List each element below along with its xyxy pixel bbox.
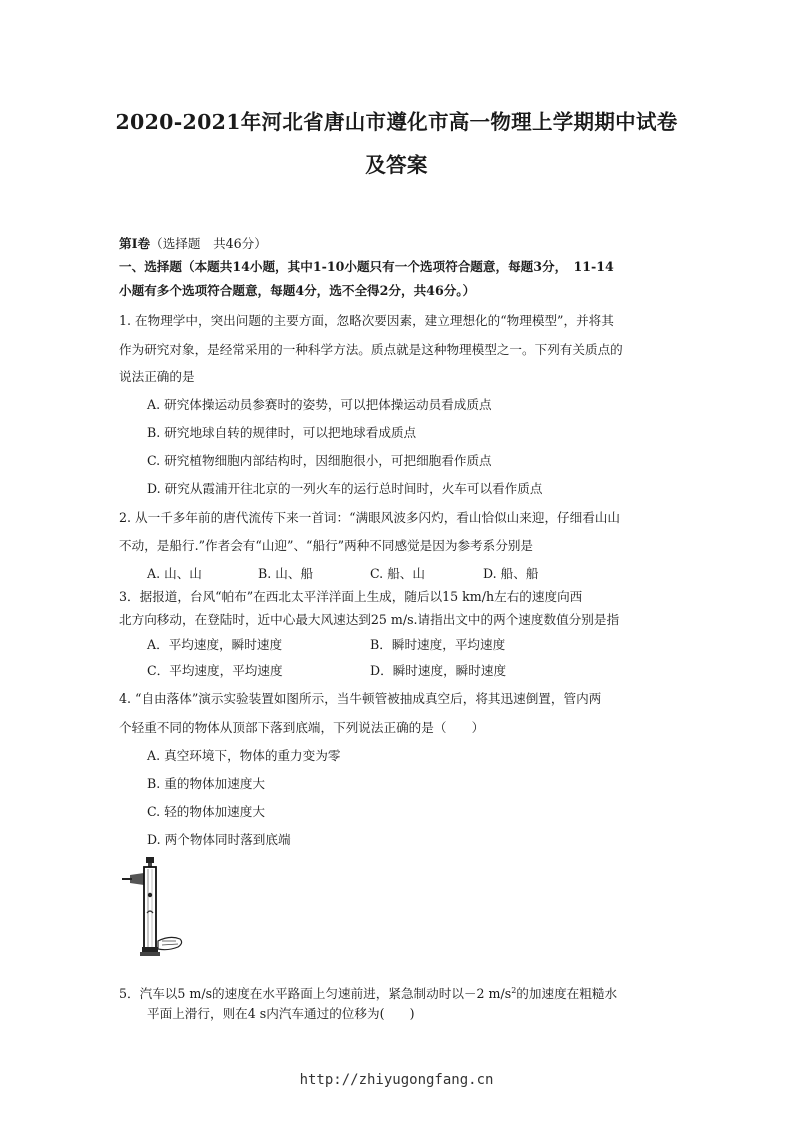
q2-stem-line1: 2. 从一千多年前的唐代流传下来一首词：“满眼风波多闪灼，看山恰似山来迎，仔细看山山	[119, 510, 621, 525]
q2-option-c: C. 船、山	[370, 566, 425, 581]
glass-tube	[144, 867, 156, 949]
q2-option-b: B. 山、船	[258, 566, 314, 581]
q5-stem-text-a: 5．汽车以5 m/s的速度在水平路面上匀速前进，紧急制动时以－2 m/s	[119, 986, 512, 1002]
q2-option-d: D. 船、船	[483, 566, 539, 581]
q3-stem-line2: 北方向移动，在登陆时，近中心最大风速达到25 m/s.请指出文中的两个速度数值分别是指	[119, 612, 620, 627]
doc-title-line2: 及答案	[365, 153, 428, 177]
q4-stem-line1: 4. “自由落体”演示实验装置如图所示，当牛顿管被抽成真空后，将其迅速倒置，管内两	[119, 691, 602, 706]
q3-option-b: B．瞬时速度，平均速度	[370, 637, 506, 652]
q5-superscript: 2	[511, 986, 517, 995]
q5-stem-line2: 平面上滑行，则在4 s内汽车通过的位移为( )	[147, 1006, 415, 1021]
newton-tube-figure	[118, 855, 188, 965]
q4-option-c: C. 轻的物体加速度大	[147, 804, 265, 819]
coin-object	[148, 893, 152, 897]
part-heading-label: 第Ⅰ卷	[119, 236, 151, 251]
q2-stem-line2: 不动，是船行.”作者会有“山迎”、“船行”两种不同感觉是因为参考系分别是	[119, 538, 534, 553]
q5-stem-line1	[119, 983, 617, 1002]
q1-stem-line2: 作为研究对象，是经常采用的一种科学方法。质点就是这种物理模型之一。下列有关质点的	[119, 342, 623, 357]
q1-option-a: A. 研究体操运动员参赛时的姿势，可以把体操运动员看成质点	[147, 397, 492, 412]
section-instructions-line2: 小题有多个选项符合题意，每题4分，选不全得2分，共46分。）	[119, 283, 476, 298]
part-heading	[119, 236, 267, 252]
tube-valve	[146, 857, 154, 863]
feather-object	[147, 911, 153, 913]
q1-option-d: D. 研究从霞浦开往北京的一列火车的运行总时间时，火车可以看作质点	[147, 481, 543, 496]
q1-option-b: B. 研究地球自转的规律时，可以把地球看成质点	[147, 425, 417, 440]
section-instructions-line1: 一、选择题（本题共14小题，其中1-10小题只有一个选项符合题意，每题3分， 11-14	[119, 259, 614, 274]
q3-option-a: A．平均速度，瞬时速度	[147, 637, 283, 652]
q4-option-a: A. 真空环境下，物体的重力变为零	[147, 748, 341, 763]
q3-option-d: D．瞬时速度，瞬时速度	[370, 663, 507, 678]
q4-option-d: D. 两个物体同时落到底端	[147, 832, 291, 847]
q3-stem-line1: 3．据报道，台风“帕布”在西北太平洋洋面上生成，随后以15 km/h左右的速度向西	[119, 589, 583, 604]
tube-clamp	[130, 873, 144, 885]
q4-option-b: B. 重的物体加速度大	[147, 776, 266, 791]
doc-title-line1: 2020-2021年河北省唐山市遵化市高一物理上学期期中试卷	[115, 110, 678, 134]
hand-icon	[158, 937, 182, 949]
q1-stem-line3: 说法正确的是	[119, 369, 195, 384]
q5-stem-text-b: 的加速度在粗糙水	[516, 986, 618, 1002]
q4-stem-line2: 个轻重不同的物体从顶部下落到底端，下列说法正确的是（ ）	[119, 720, 485, 735]
footer-url: http://zhiyugongfang.cn	[299, 1072, 494, 1088]
q2-option-a: A. 山、山	[147, 566, 202, 581]
q1-option-c: C. 研究植物细胞内部结构时，因细胞很小，可把细胞看作质点	[147, 453, 492, 468]
q3-option-c: C．平均速度，平均速度	[147, 663, 283, 678]
q1-stem-line1: 1. 在物理学中，突出问题的主要方面，忽略次要因素，建立理想化的“物理模型”，并将其	[119, 313, 614, 328]
part-heading-detail: （选择题 共46分）	[150, 236, 267, 251]
